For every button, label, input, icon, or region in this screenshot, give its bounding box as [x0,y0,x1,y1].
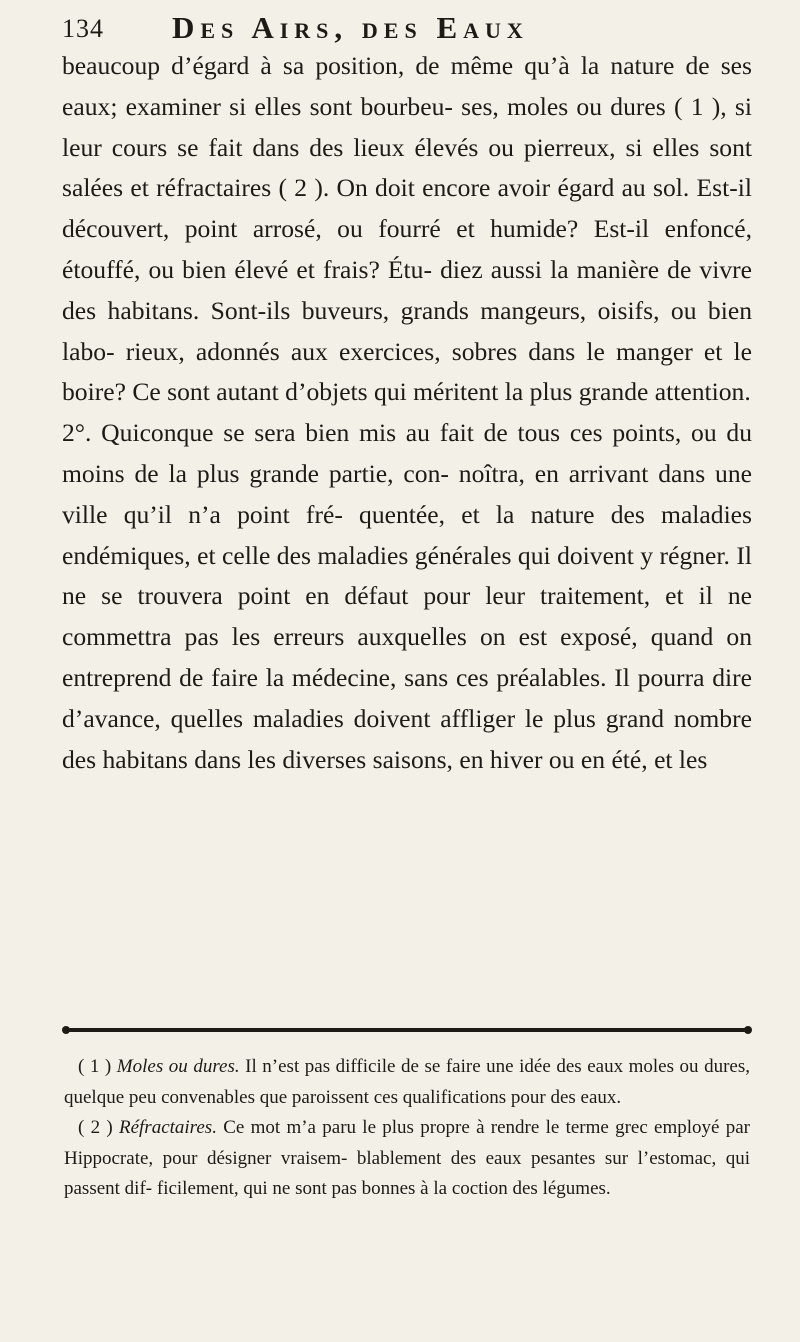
footnote-2-marker: ( 2 ) [78,1117,113,1139]
page-header [62,8,752,48]
footnote-1-text: Il n’est pas difficile de se faire une idée des eaux moles ou dures, quelque peu convenables que paroissent ces qualifications pour des eaux. [64,1056,751,1108]
footnotes [64,1052,750,1205]
footnote-1-marker: ( 1 ) [78,1056,112,1077]
page-number: 134 [62,14,104,43]
footnote-1 [64,1052,750,1113]
footnote-2-term: Réfractaires. [118,1117,217,1139]
footnote-2-text: Ce mot m’a paru le plus propre à rendre le terme grec employé par Hippocrate, pour désigner vraisem- blablement des eaux pesantes sur l’estomac, qui passent dif- ficilement, qui ne sont pas bonnes à la coction des légumes. [64,1117,751,1200]
footnote-2 [64,1113,750,1205]
body-text [62,46,752,780]
paragraph-1: beaucoup d’égard à sa position, de même qu’à la nature de ses eaux; examiner si elles sont bourbeu- ses, moles ou dures ( 1 ), si leur cours se fait dans des lieux élevés ou pierreux, si elles sont salées et réfractaires ( 2 ). On doit encore avoir égard au sol. Est-il découvert, point arrosé, ou fourré et humide? Est-il enfoncé, étouffé, ou bien élevé et frais? Étu- diez aussi la manière de vivre des habitans. Sont-ils buveurs, grands mangeurs, oisifs, ou bien labo- rieux, adonnés aux exercices, sobres dans le manger et le boire? Ce sont autant d’objets qui méritent la plus grande attention. [62,51,752,407]
paragraph-2: 2°. Quiconque se sera bien mis au fait de tous ces points, ou du moins de la plus grande partie, con- noîtra, en arrivant dans une ville qu’il n’a point fré- quentée, et la nature des maladies endémiques, et celle des maladies générales qui doivent y régner. Il ne se trouvera point en défaut pour leur traitement, et il ne commettra pas les erreurs auxquelles on est exposé, quand on entreprend de faire la médecine, sans ces préalables. Il pourra dire d’avance, quelles maladies doivent affliger le plus grand nombre des habitans dans les diverses saisons, en hiver ou en été, et les [62,418,752,774]
footnote-divider [64,1028,750,1032]
footnote-1-term: Moles ou dures. [116,1056,240,1077]
running-title: Des Airs, des Eaux [172,10,529,45]
